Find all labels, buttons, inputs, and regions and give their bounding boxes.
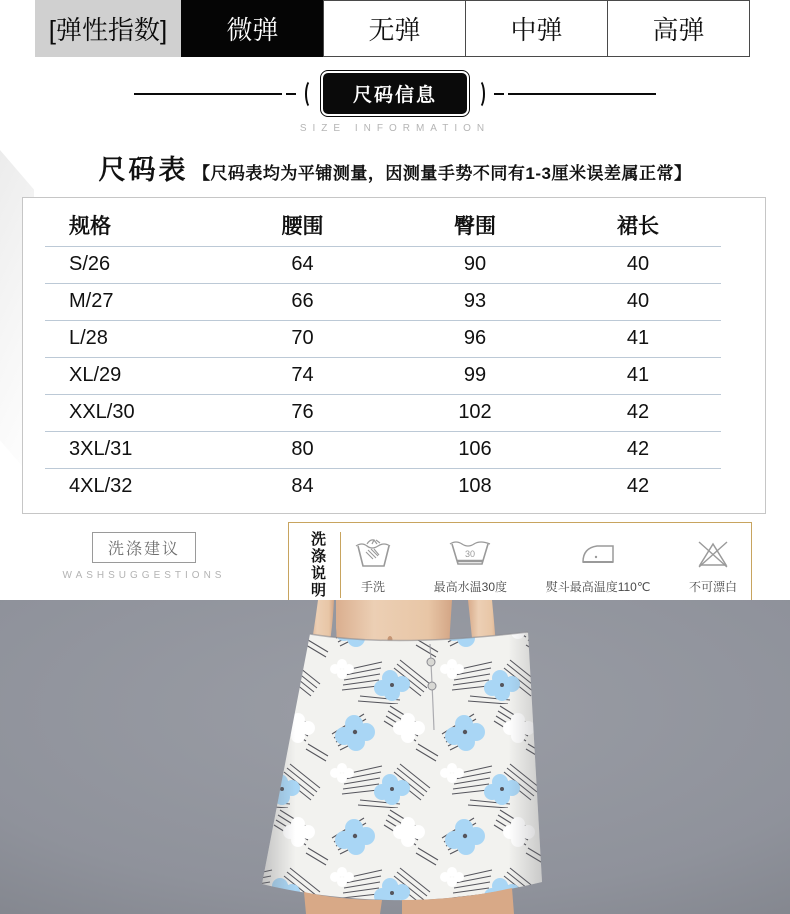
- measure-cell: 64: [210, 246, 395, 283]
- size-chart-title: 尺码表: [98, 155, 189, 185]
- elasticity-option-medium[interactable]: 中弹: [465, 0, 608, 57]
- size-table-container: [22, 197, 766, 514]
- wash-suggestion-label: 洗涤建议: [92, 532, 196, 563]
- measure-cell: 93: [395, 283, 555, 320]
- measure-cell: 76: [210, 394, 395, 431]
- table-row: [45, 357, 721, 394]
- wash-item-label: 熨斗最高温度110℃: [545, 579, 651, 594]
- size-table-column-header: 裙长: [555, 204, 721, 246]
- banner-right-line: [508, 93, 656, 95]
- measure-cell: 42: [555, 431, 721, 468]
- measure-cell: 40: [555, 283, 721, 320]
- size-chart-note: 【尺码表均为平铺测量，因测量手势不同有1-3厘米误差属正常】: [192, 164, 692, 183]
- measure-cell: 102: [395, 394, 555, 431]
- table-row: [45, 246, 721, 283]
- wash-section: [0, 522, 790, 608]
- size-table-header-row: [45, 204, 721, 246]
- table-row: [45, 394, 721, 431]
- wash-item-label: 手洗: [360, 579, 385, 594]
- elasticity-option-high[interactable]: 高弹: [607, 0, 750, 57]
- measure-cell: 74: [210, 357, 395, 394]
- measure-cell: 41: [555, 357, 721, 394]
- wash-item-label: 不可漂白: [688, 579, 737, 594]
- banner-right-paren: [472, 79, 485, 109]
- size-chart-heading: [0, 148, 790, 187]
- wash-panel-title: 洗涤说明: [309, 531, 326, 599]
- svg-text:30: 30: [465, 548, 476, 559]
- elasticity-index-bar: [35, 0, 790, 57]
- wash-item-no-bleach: [689, 536, 737, 595]
- no-bleach-icon: [693, 536, 733, 570]
- elasticity-option-slight[interactable]: 微弹: [181, 0, 324, 57]
- size-info-title: 尺码信息: [323, 73, 467, 114]
- size-table: [45, 204, 721, 505]
- size-table-column-header: 腰围: [210, 204, 395, 246]
- table-row: [45, 320, 721, 357]
- model-photo: [0, 600, 790, 914]
- wash-panel-divider: [340, 532, 341, 598]
- wash-item-iron: [546, 536, 651, 595]
- measure-cell: 84: [291, 475, 314, 498]
- size-info-subtitle: SIZE INFORMATION: [299, 123, 491, 134]
- measure-cell: 96: [395, 320, 555, 357]
- banner-right-line-short: [494, 93, 504, 95]
- measure-cell: 41: [555, 320, 721, 357]
- size-spec-cell: L/28: [45, 320, 210, 357]
- measure-cell: 66: [210, 283, 395, 320]
- size-info-banner: [0, 73, 790, 134]
- size-spec-cell: 4XL/32: [69, 475, 133, 498]
- iron-max-temp-icon: [575, 536, 621, 570]
- table-row: [45, 431, 721, 468]
- wash-item-hand-wash: [351, 536, 395, 595]
- measure-cell: 90: [395, 246, 555, 283]
- wash-item-water-temp: [434, 536, 507, 595]
- hand-wash-icon: [351, 536, 395, 570]
- table-row: [45, 283, 721, 320]
- wash-instructions-panel: [288, 522, 752, 608]
- skirt-button: [428, 682, 436, 690]
- skirt-button: [427, 658, 435, 666]
- measure-cell: 42: [626, 475, 650, 498]
- measure-cell: 40: [555, 246, 721, 283]
- max-water-temp-icon: [446, 536, 494, 570]
- wash-item-label: 最高水温30度: [433, 579, 508, 594]
- banner-left-line: [134, 93, 282, 95]
- size-spec-cell: XL/29: [45, 357, 210, 394]
- table-row: [45, 468, 721, 505]
- wash-suggestion-subtitle: WASHSUGGESTIONS: [62, 570, 226, 581]
- wash-suggestion-block: [0, 522, 288, 608]
- elasticity-label: [弹性指数]: [35, 0, 181, 57]
- size-spec-cell: S/26: [45, 246, 210, 283]
- measure-cell: 70: [210, 320, 395, 357]
- size-table-column-header: 臀围: [395, 204, 555, 246]
- measure-cell: 42: [555, 394, 721, 431]
- measure-cell: 108: [458, 475, 492, 498]
- banner-left-line-short: [286, 93, 296, 95]
- size-table-column-header: 规格: [45, 204, 210, 246]
- size-spec-cell: 3XL/31: [45, 431, 210, 468]
- banner-left-paren: [305, 79, 318, 109]
- measure-cell: 99: [395, 357, 555, 394]
- measure-cell: 106: [395, 431, 555, 468]
- size-table-body: [45, 246, 721, 505]
- measure-cell: 80: [210, 431, 395, 468]
- size-spec-cell: XXL/30: [45, 394, 210, 431]
- size-spec-cell: M/27: [45, 283, 210, 320]
- elasticity-option-none[interactable]: 无弹: [323, 0, 466, 57]
